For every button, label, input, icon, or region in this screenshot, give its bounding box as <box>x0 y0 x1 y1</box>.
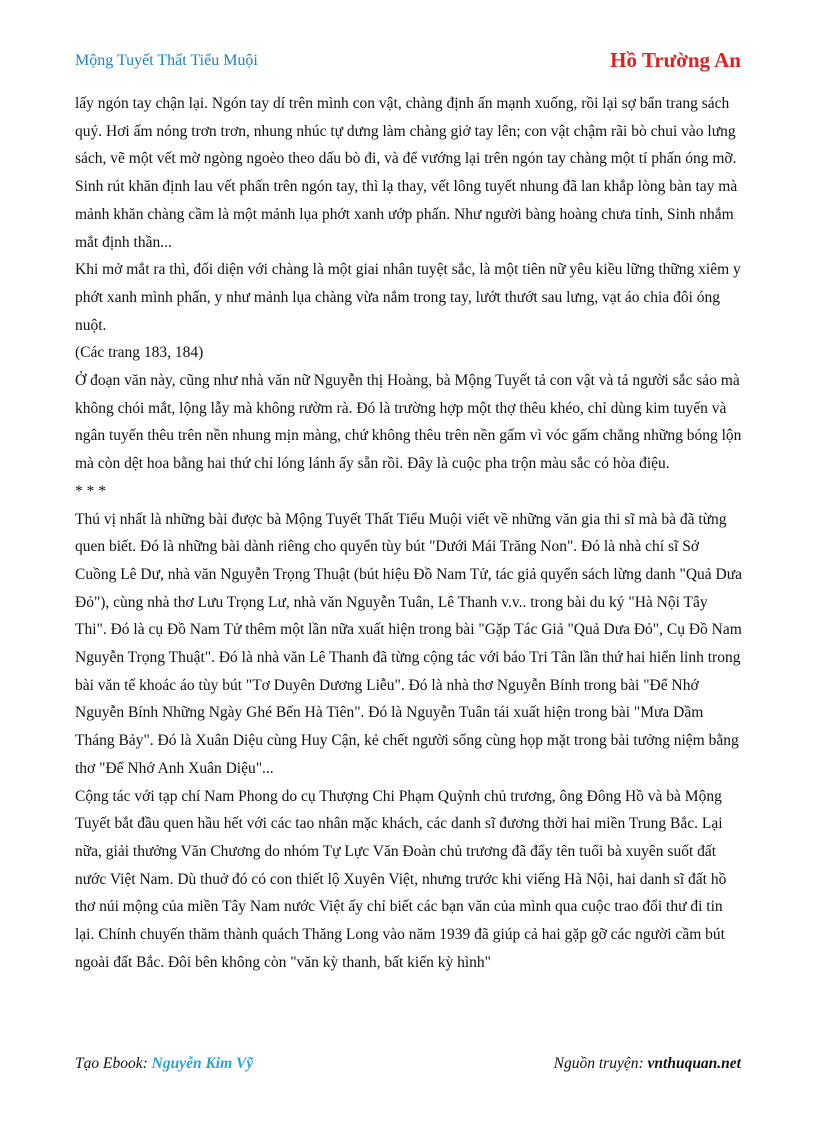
source-site: vnthuquan.net <box>647 1055 741 1072</box>
book-title: Mộng Tuyết Thất Tiểu Muội <box>75 52 258 69</box>
ebook-creator: Nguyễn Kim Vỹ <box>151 1055 254 1072</box>
ebook-separator: : <box>142 1055 152 1072</box>
paragraph: Khi mở mắt ra thì, đối diện với chàng là một giai nhân tuyệt sắc, là một tiên nữ yêu kiều lững thững xiêm y phớt xanh mình phấn, y như mảnh lụa chàng vừa nắm trong tay, lướt thướt sau lưng, vạt áo chia đôi óng nuột. <box>75 261 741 334</box>
paragraph: Thú vị nhất là những bài được bà Mộng Tuyết Thất Tiểu Muội viết về những văn gia thi sĩ mà bà đã từng quen biết. Đó là những bài dành riêng cho quyển tùy bút "Dưới Mái Trăng Non". Đó là nhà chí sĩ Sở Cuồng Lê Dư, nhà văn Nguyễn Trọng Thuật (bút hiệu Đồ Nam Tử, tác giả quyển sách lừng danh "Quả Dưa Đỏ"), cùng nhà thơ Lưu Trọng Lư, nhà văn Nguyễn Tuân, Lê Thanh v.v.. trong bài du ký "Hà Nội Tây Thi". Đó là cụ Đồ Nam Tử thêm một lần nữa xuất hiện trong bài "Gặp Tác Giả "Quả Dưa Đỏ", Cụ Đồ Nam Nguyễn Trọng Thuật". Đó là nhà văn Lê Thanh đã từng cộng tác với báo Tri Tân lần thứ hai hiển linh trong bài văn tế khoác áo tùy bút "Tơ Duyên Dương Liễu". Đó là nhà thơ Nguyễn Bính trong bài "Để Nhớ Nguyễn Bính Những Ngày Ghé Bến Hà Tiên". Đó là Nguyễn Tuân tái xuất hiện trong bài "Mưa Dầm Tháng Bảy". Đó là Xuân Diệu cùng Huy Cận, kẻ chết người sống cùng họp mặt trong bài tưởng niệm bằng thơ "Để Nhớ Anh Xuân Diệu"... <box>75 510 742 777</box>
author-name: Hồ Trường An <box>610 48 741 72</box>
source-separator: : <box>638 1055 648 1072</box>
section-separator: * * * <box>75 482 106 500</box>
footer-ebook-credit <box>75 1055 253 1073</box>
page-citation: (Các trang 183, 184) <box>75 344 204 362</box>
paragraph: lấy ngón tay chận lại. Ngón tay dí trên mình con vật, chàng định ấn mạnh xuống, rồi lại sợ bẩn trang sách quý. Hơi ấm nóng trơn trơn, nhung nhúc tự dưng làm chàng giở tay lên; con vật chậm rãi bò chui vào lưng sách, vẽ một vết mờ ngòng ngoèo theo dấu bò đi, và để vướng lại trên ngón tay chàng một tí phấn óng mỡ. <box>75 95 737 168</box>
paragraph: Sinh rút khăn định lau vết phấn trên ngón tay, thì lạ thay, vết lông tuyết nhung đã lan khắp lòng bàn tay mà mảnh khăn chàng cầm là một mảnh lụa phớt xanh ướp phấn. Như người bàng hoàng chưa tỉnh, Sinh nhắm mắt định thần... <box>75 178 738 251</box>
ebook-label: Tạo Ebook <box>75 1055 143 1072</box>
source-label: Nguồn truyện <box>553 1055 639 1072</box>
paragraph: Cộng tác với tạp chí Nam Phong do cụ Thượng Chi Phạm Quỳnh chủ trương, ông Đông Hồ và bà Mộng Tuyết bắt đầu quen hầu hết với các tao nhân mặc khách, các danh sĩ đương thời hai miền Trung Bắc. Lại nữa, giải thưởng Văn Chương do nhóm Tự Lực Văn Đoàn chủ trương đã đẩy tên tuổi bà xuyên suốt đất nước Việt Nam. Dù thuở đó có con thiết lộ Xuyên Việt, nhưng trước khi viếng Hà Nội, hai danh sĩ đất hồ thơ núi mộng của miền Tây Nam nước Việt ấy chỉ biết các bạn văn của mình qua cuộc trao đổi thư đi tin lại. Chính chuyến thăm thành quách Thăng Long vào năm 1939 đã giúp cả hai gặp gỡ các người cầm bút ngoài đất Bắc. Đôi bên không còn "văn kỳ thanh, bất kiến kỳ hình" <box>75 787 727 971</box>
body-text <box>75 90 742 977</box>
footer-source <box>554 1055 741 1073</box>
paragraph: Ở đoạn văn này, cũng như nhà văn nữ Nguyễn thị Hoàng, bà Mộng Tuyết tả con vật và tả người sắc sảo mà không chói mắt, lộng lẫy mà không rườm rà. Đó là trường hợp một thợ thêu khéo, chỉ dùng kim tuyến và ngân tuyến thêu trên nền nhung mịn màng, chứ không thêu trên nền gấm vì vóc gấm chẳng những bóng lộn mà còn dệt hoa bằng hai thứ chỉ lóng lánh ấy sẵn rồi. Đây là cuộc pha trộn màu sắc có hòa điệu. <box>75 372 742 473</box>
